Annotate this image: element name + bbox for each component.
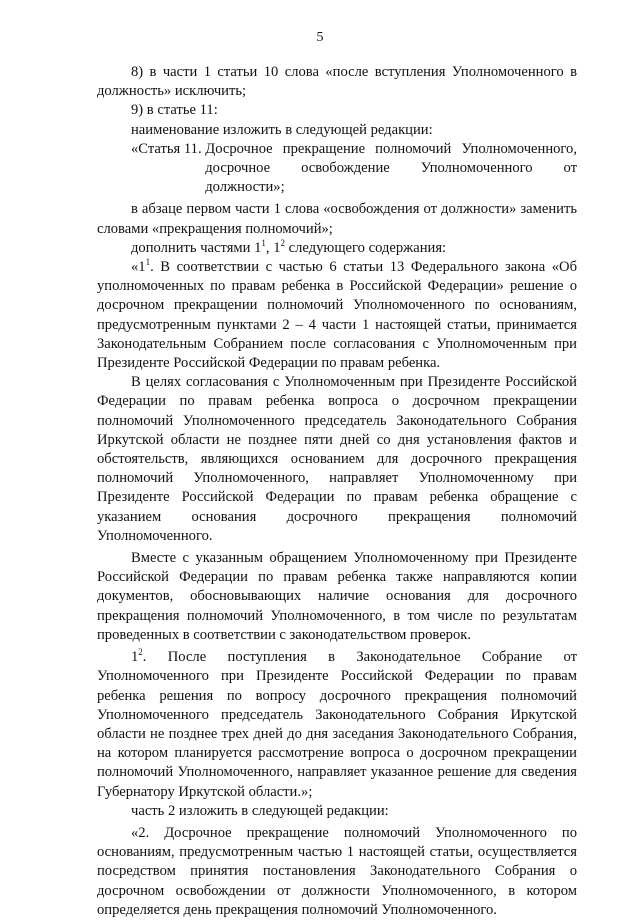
paragraph-10-text-b: . После поступления в Законодательное Собрание от Уполномоченного при Президенте Российской Федерации по правам ребенка решения по вопросу досрочного прекращения полномочий Уполномоченного председатель Законодательного Собрания Иркутской области не позднее трех дней до дня заседания Законодательного Собрания, на котором планируется рассмотрение вопроса о досрочном прекращении полномочий Уполномоченного, направляет указанное решение для сведения Губернатору Иркутской области.»; [97,649,577,800]
paragraph-7 [97,258,577,373]
paragraph-11: часть 2 изложить в следующей редакции: [131,802,389,819]
superscript-2: 2 [280,237,285,248]
paragraph-7-text-a: «1 [131,259,146,276]
page-number: 5 [316,30,324,45]
paragraph-8: В целях согласования с Уполномоченным при Президенте Российской Федерации по правам ребенка вопроса о досрочном прекращении полномочий Уполномоченного председатель Законодательного Собрания Иркутской области не позднее пяти дней со дня установления фактов и обстоятельств, являющихся основанием для досрочного прекращения полномочий Уполномоченного, направляет Уполномоченному при Президенте Российской Федерации по правам ребенка обращение с указанием основания досрочного прекращения полномочий Уполномоченного. [97,374,577,544]
article-11-heading-text: Досрочное прекращение полномочий Уполномоченного, досрочное освобождение Уполномоченного от должности»; [205,140,577,196]
article-11-title [97,140,577,198]
paragraph-6-text-a: дополнить частями 1 [131,239,262,256]
paragraph-3: наименование изложить в следующей редакции: [131,121,433,138]
paragraph-6-text-c: следующего содержания: [285,239,447,256]
paragraph-10-text-a: 1 [131,649,139,666]
superscript-p7: 1 [145,257,151,268]
superscript-1: 1 [261,237,266,248]
paragraph-9: Вместе с указанным обращением Уполномоченному при Президенте Российской Федерации по правам ребенка также направляются копии документов, обосновывающих наличие основания для досрочного прекращения полномочий Уполномоченного, в том числе по результатам проведенных в соответствии с законодательством проверок. [97,550,577,643]
superscript-p10: 2 [138,647,143,658]
paragraph-1: 8) в части 1 статьи 10 слова «после вступления Уполномоченного в должность» исключить; [97,64,577,100]
paragraph-6-text-b: , 1 [265,239,281,256]
article-11-label: «Статья 11. [131,140,206,157]
paragraph-7-text-b: . В соответствии с частью 6 статьи 13 Федерального закона «Об уполномоченных по правам ребенка в Российской Федерации» решение о досрочном прекращении полномочий Уполномоченного по основаниям, предусмотренным пунктами 2 – 4 части 1 настоящей статьи, принимается Законодательным Собранием после согласования с Уполномоченным при Президенте Российской Федерации по правам ребенка. [97,259,577,372]
paragraph-5: в абзаце первом части 1 слова «освобождения от должности» заменить словами «прекращения полномочий»; [97,201,577,237]
document-body [97,63,577,920]
paragraph-12: «2. Досрочное прекращение полномочий Уполномоченного по основаниям, предусмотренным частью 1 настоящей статьи, осуществляется посредством принятия постановления Законодательного Собрания о досрочном освобождении от должности Уполномоченного, в котором определяется день прекращения полномочий Уполномоченного. [97,824,577,918]
paragraph-6 [97,239,577,258]
paragraph-2: 9) в статье 11: [131,102,218,119]
paragraph-10 [97,648,577,802]
